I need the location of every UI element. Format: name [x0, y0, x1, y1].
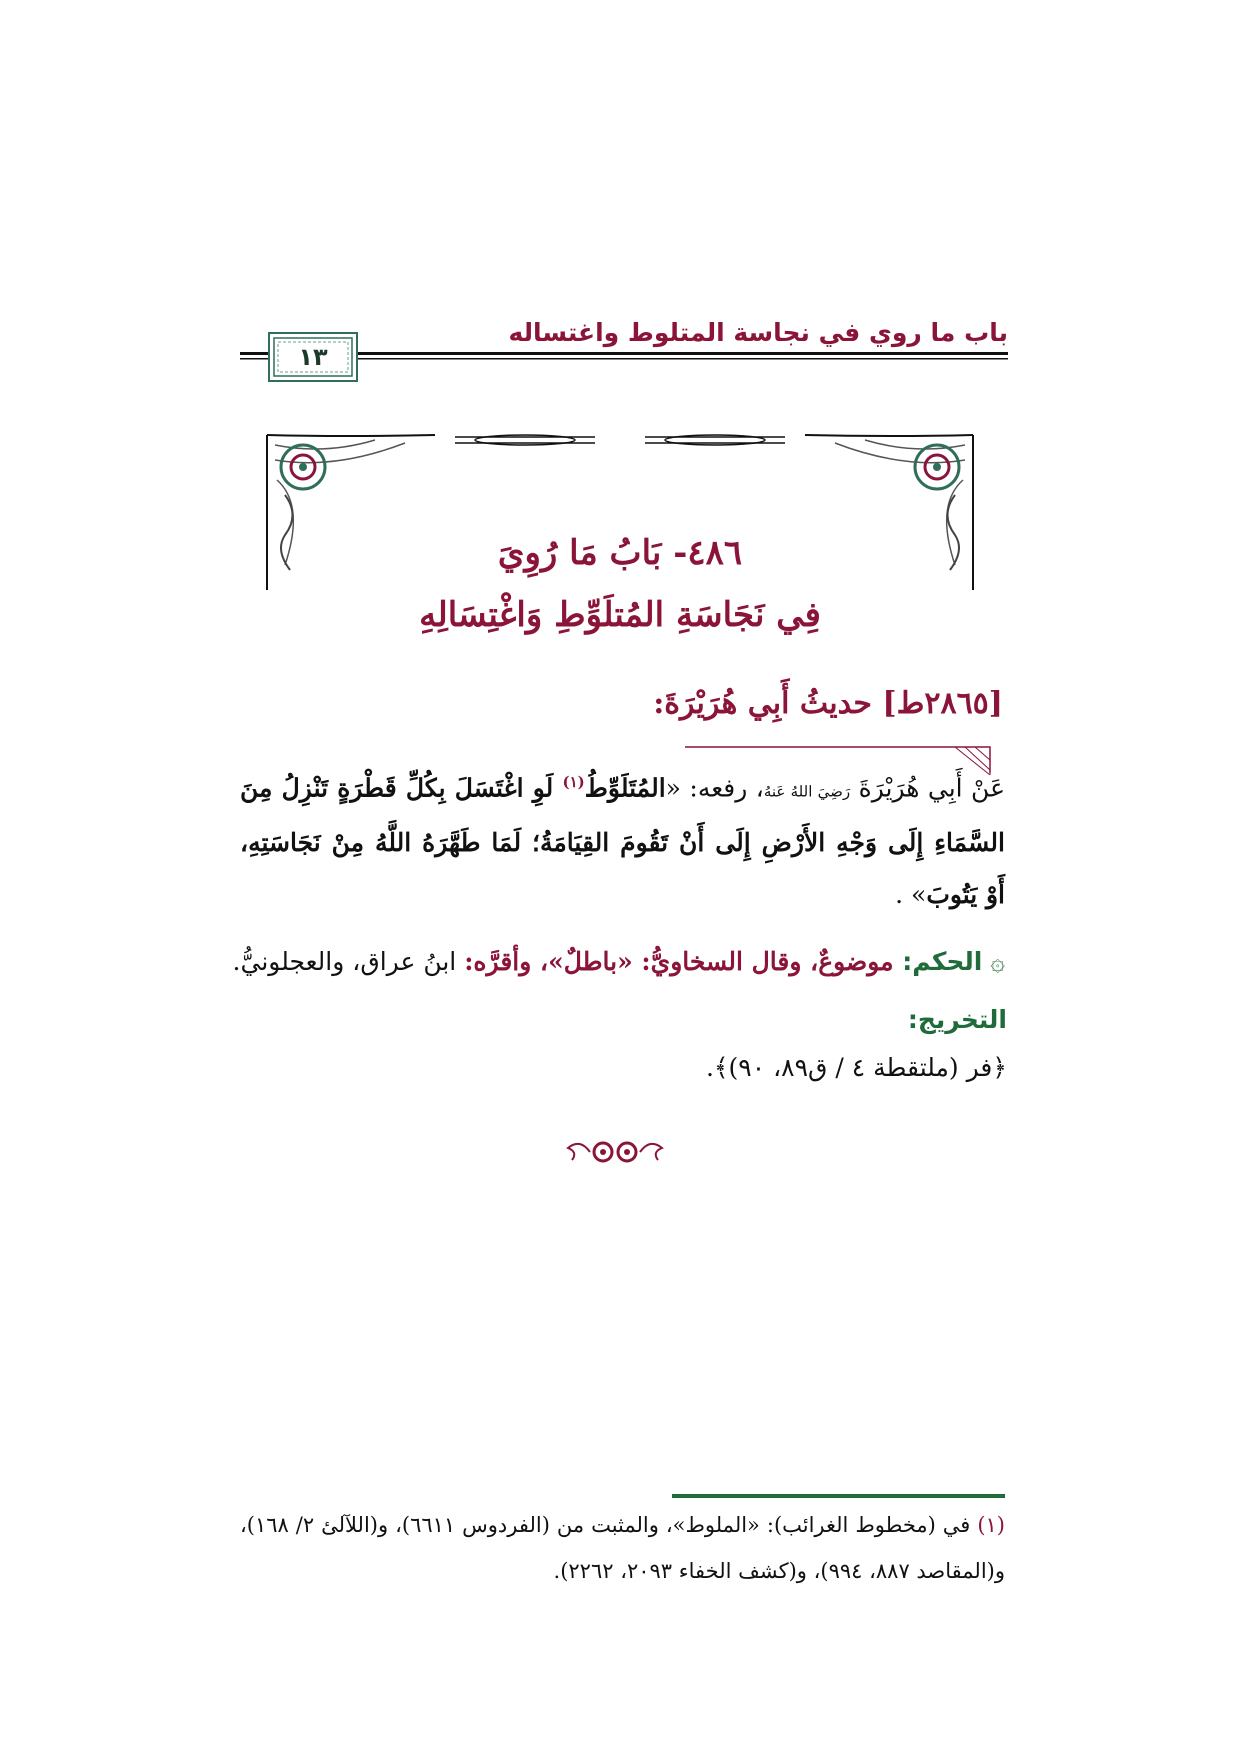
ruling-bullet-icon: ۞ — [982, 947, 1005, 976]
chapter-title-line-1: ٤٨٦- بَابُ مَا رُوِيَ — [497, 533, 743, 573]
hadith-heading: [٢٨٦٥ط] حديثُ أَبِي هُرَيْرَةَ: — [653, 686, 1003, 721]
hadith-matn: لَوِ اغْتَسَلَ بِكُلِّ قَطْرَةٍ تَنْزِلُ مِنَ السَّمَاءِ إِلَى وَجْهِ الأَرْضِ إِلَى أَنْ تَقُومَ القِيَامَةُ؛ لَمَا طَهَّرَهُ اللَّهُ مِنْ نَجَاسَتِهِ، أَوْ يَتُوبَ — [240, 773, 1005, 910]
takhrij-text: ﴿فر (ملتقطة ٤ / ق٨٩، ٩٠)﴾. — [705, 1053, 1007, 1082]
running-title: باب ما روي في نجاسة المتلوط واغتساله — [508, 318, 1008, 347]
hadith-word: المُتَلَوِّطُ — [584, 773, 666, 803]
ruling-line — [232, 936, 1005, 988]
footnote-rule — [672, 1494, 1005, 1498]
ruling-verdict: موضوعٌ، وقال السخاويُّ: «باطلٌ»، وأقرَّه: — [464, 947, 903, 976]
chapter-title-line-2: فِي نَجَاسَةِ المُتلَوِّطِ وَاغْتِسَالِهِ — [419, 595, 821, 635]
hadith-intro: عَنْ أَبِي هُرَيْرَةَ — [850, 773, 1006, 803]
honorific: رَضِيَ اللهُ عَنهُ — [763, 782, 851, 801]
hadith-closing: » . — [895, 880, 927, 910]
page-number: ١٣ — [298, 343, 328, 371]
hadith-text — [240, 756, 1005, 921]
end-ornament-icon — [560, 1132, 670, 1172]
footnote-number: (١) — [977, 1513, 1005, 1537]
ruling-label: الحكم: — [902, 947, 983, 976]
ruling-rest: ابنُ عراق، والعجلونيُّ. — [232, 947, 465, 976]
chapter-title — [265, 522, 975, 646]
hadith-raf: ، رفعه: « — [665, 773, 764, 803]
top-bar-ornament-icon — [455, 435, 785, 445]
footnote-text: في (مخطوط الغرائب): «الملوط»، والمثبت من (الفردوس ٦٦١١)، و(اللآلئ ٢/ ١٦٨)، و(المقاصد ٨٨٧، ٩٩٤)، و(كشف الخفاء ٢٠٩٣، ٢٢٦٢). — [240, 1513, 1005, 1583]
takhrij-label: التخريج: — [907, 1005, 1007, 1034]
footnote-reference: (١) — [562, 773, 585, 791]
footnote — [240, 1502, 1005, 1594]
